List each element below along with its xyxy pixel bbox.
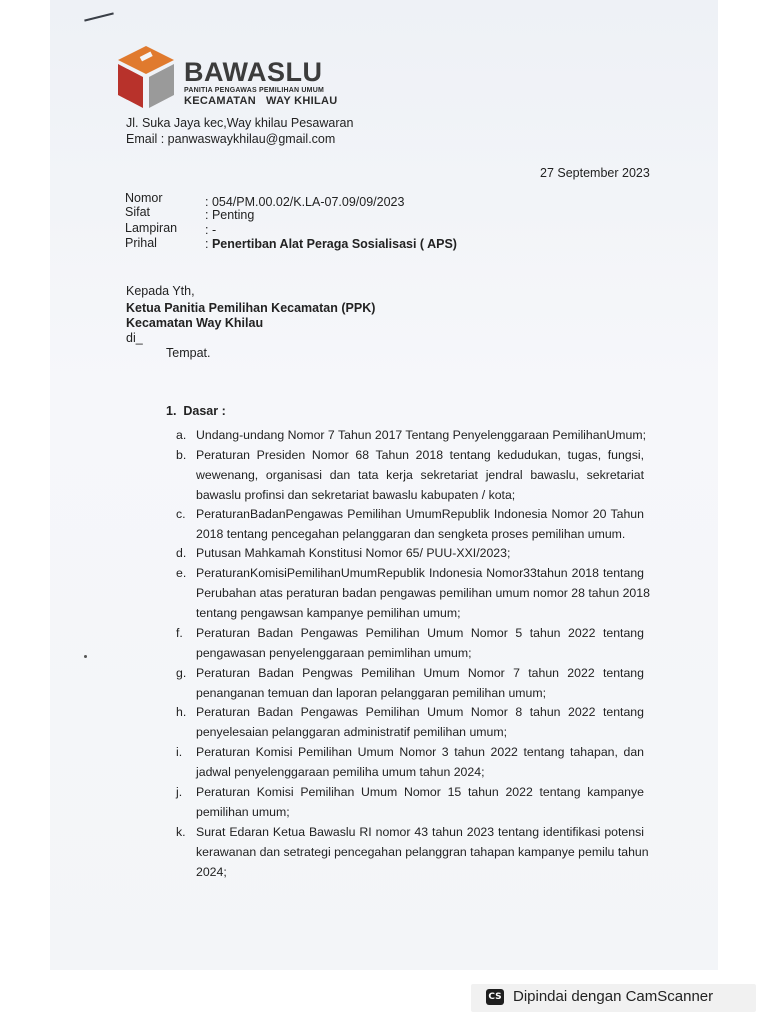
item-line: pengawasan penyelenggaraan pemimlihan umum;: [196, 646, 472, 660]
meta-label: Sifat: [125, 205, 151, 219]
meta-value: : -: [205, 223, 217, 237]
address-line: Jl. Suka Jaya kec,Way khilau Pesawaran: [126, 116, 354, 130]
item-line: jadwal penyelenggaraan pemiliha umum tahun 2024;: [196, 765, 485, 779]
meta-label: Lampiran: [125, 221, 178, 235]
item-line: Putusan Mahkamah Konstitusi Nomor 65/ PUU-XXI/2023;: [196, 546, 511, 560]
recipient-di: di_: [126, 331, 143, 345]
scanned-letter-page: [50, 0, 718, 970]
meta-label: Prihal: [125, 236, 157, 250]
meta-value: : Penting: [205, 208, 255, 222]
item-line: PeraturanKomisiPemilihanUmumRepublik Indonesia Nomor33tahun 2018 tentang: [196, 566, 644, 580]
item-letter: d.: [176, 546, 187, 560]
item-line: Peraturan Badan Pengawas Pemilihan Umum Nomor 8 tahun 2022 tentang: [196, 705, 644, 719]
recipient-salutation: Kepada Yth,: [126, 284, 195, 298]
item-line: Peraturan Presiden Nomor 68 Tahun 2018 tentang kedudukan, tugas, fungsi,: [196, 448, 644, 462]
item-line: tentang pengawsan kampanye pemilihan umum;: [196, 606, 461, 620]
email-line: Email : panwaswaykhilau@gmail.com: [126, 132, 336, 146]
item-letter: c.: [176, 507, 186, 521]
bawaslu-letterhead-logo: [116, 44, 416, 114]
bawaslu-logo-icon: [116, 44, 178, 110]
meta-value: [205, 237, 457, 251]
item-line: Peraturan Komisi Pemilihan Umum Nomor 15 tahun 2022 tentang kampanye: [196, 785, 644, 799]
camscanner-watermark: [471, 984, 756, 1012]
item-letter: g.: [176, 666, 187, 680]
letter-date: 27 September 2023: [540, 166, 650, 180]
logo-title: BAWASLU: [184, 57, 323, 87]
logo-text: [184, 58, 337, 107]
item-letter: k.: [176, 825, 186, 839]
item-line: kerawanan dan setrategi pencegahan pelanggran tahapan kampanye pemilu tahun: [196, 845, 649, 859]
recipient-place: Tempat.: [166, 346, 211, 360]
item-letter: j.: [176, 785, 183, 799]
item-line: wewenang, organisasi dan tata kerja sekretariat jendral bawaslu, sekretariat: [196, 468, 644, 482]
item-line: 2024;: [196, 865, 227, 879]
subject-text: Penertiban Alat Peraga Sosialisasi ( APS): [211, 237, 457, 251]
item-letter: e.: [176, 566, 187, 580]
logo-subtitle-district: KECAMATAN WAY KHILAU: [184, 95, 338, 107]
meta-label: Nomor: [125, 191, 163, 205]
meta-value-prefix: :: [205, 237, 212, 251]
item-line: PeraturanBadanPengawas Pemilihan UmumRepublik Indonesia Nomor 20 Tahun: [196, 507, 644, 521]
ink-dot-mark: [84, 655, 87, 658]
item-letter: h.: [176, 705, 187, 719]
item-line: Undang-undang Nomor 7 Tahun 2017 Tentang Penyelenggaraan PemilihanUmum;: [196, 428, 647, 442]
item-line: penyelesaian pelanggaran administratif pemilihan umum;: [196, 725, 508, 739]
item-line: Surat Edaran Ketua Bawaslu RI nomor 43 tahun 2023 tentang identifikasi potensi: [196, 825, 644, 839]
item-line: Peraturan Badan Pengawas Pemilihan Umum Nomor 5 tahun 2022 tentang: [196, 626, 644, 640]
item-letter: i.: [176, 745, 183, 759]
item-line: pemilihan umum;: [196, 805, 290, 819]
camscanner-icon: CS: [486, 989, 504, 1005]
recipient-district: Kecamatan Way Khilau: [126, 316, 264, 330]
logo-subtitle-committee: PANITIA PENGAWAS PEMILIHAN UMUM: [184, 87, 324, 94]
item-letter: f.: [176, 626, 183, 640]
item-line: bawaslu profinsi dan sekretariat bawaslu kabupaten / kota;: [196, 488, 516, 502]
meta-value: : 054/PM.00.02/K.LA-07.09/09/2023: [205, 195, 405, 209]
item-letter: b.: [176, 448, 187, 462]
item-line: Perubahan atas peraturan badan pengawas pemilihan umum nomor 28 tahun 2018: [196, 586, 650, 600]
item-line: Peraturan Komisi Pemilihan Umum Nomor 3 tahun 2022 tentang tahapan, dan: [196, 745, 644, 759]
pen-stroke-mark: [84, 12, 114, 21]
item-line: 2018 tentang pencegahan pelanggaran dan sengketa proses pemilihan umum.: [196, 527, 626, 541]
section-heading-dasar: 1. Dasar :: [166, 404, 226, 418]
item-line: penanganan temuan dan laporan pelanggaran pemilihan umum;: [196, 686, 547, 700]
recipient-title: Ketua Panitia Pemilihan Kecamatan (PPK): [126, 301, 376, 315]
item-letter: a.: [176, 428, 187, 442]
item-line: Peraturan Badan Pengwas Pemilihan Umum Nomor 7 tahun 2022 tentang: [196, 666, 644, 680]
camscanner-text: Dipindai dengan CamScanner: [513, 988, 714, 1005]
